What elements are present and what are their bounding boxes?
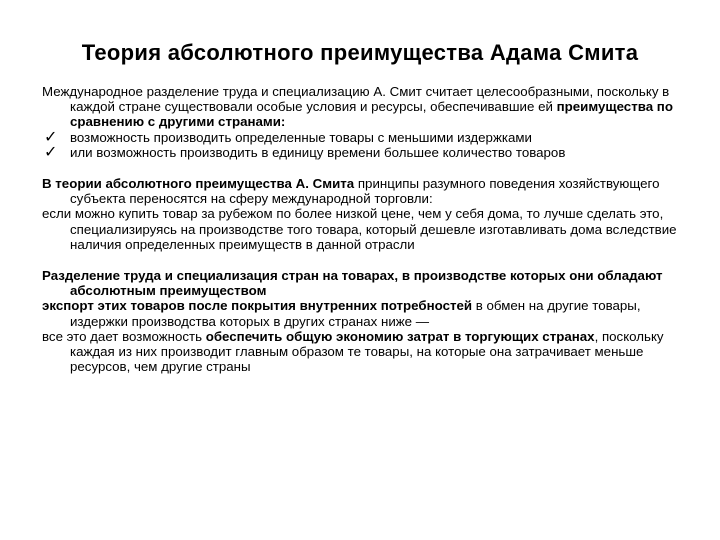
check-icon: ✓ [44,126,58,146]
spacer [42,160,682,176]
check-list [42,126,682,161]
spacer [42,252,682,268]
specialization-paragraph [42,268,682,298]
intro-paragraph [42,84,682,130]
check-item-text: возможность производить определенные товары с меньшими издержками [70,129,532,145]
check-item-text: или возможность производить в единицу времени большее количество товаров [70,144,566,160]
savings-text-b: , поскольку каждая из них производит главным образом те товары, на которые она затрачивает меньше ресурсов, чем другие страны [70,328,664,375]
slide-content [42,84,682,374]
export-text: в обмен на другие товары, издержки производства которых в других странах ниже — [70,298,641,329]
check-item [42,126,682,146]
theory-text: принципы разумного поведения хозяйствующего субъекта переносятся на сферу международной торговли: [70,176,660,207]
example-paragraph: если можно купить товар за рубежом по более низкой цене, чем у себя дома, то лучше сделать это, специализируясь на производстве того товара, который дешевле изготавливать дома вследствие наличия определенных преимуществ в данной отрасли [42,206,677,252]
export-paragraph [42,298,682,328]
intro-tail: : [280,114,286,130]
export-bold-text: экспорт этих товаров после покрытия внутренних потребностей [42,298,473,314]
slide-title: Теория абсолютного преимущества Адама Смита [81,40,639,65]
savings-text-a: все это дает возможность [42,328,206,344]
check-item [42,141,682,161]
check-icon: ✓ [44,141,58,161]
theory-bold-text: В теории абсолютного преимущества А. Смита [42,176,355,192]
theory-paragraph [42,176,682,206]
savings-paragraph [42,329,682,375]
intro-bold-text: преимущества по сравнению с другими странами [70,99,673,130]
intro-text: Международное разделение труда и специализацию А. Смит считает целесообразными, поскольку в каждой стране существовали особые условия и ресурсы, обеспечивавшие ей [42,84,670,115]
specialization-bold-text: Разделение труда и специализация стран на товарах, в производстве которых они обладают абсолютным преимуществом [42,268,663,299]
savings-bold-text: обеспечить общую экономию затрат в торгующих странах [205,328,595,344]
